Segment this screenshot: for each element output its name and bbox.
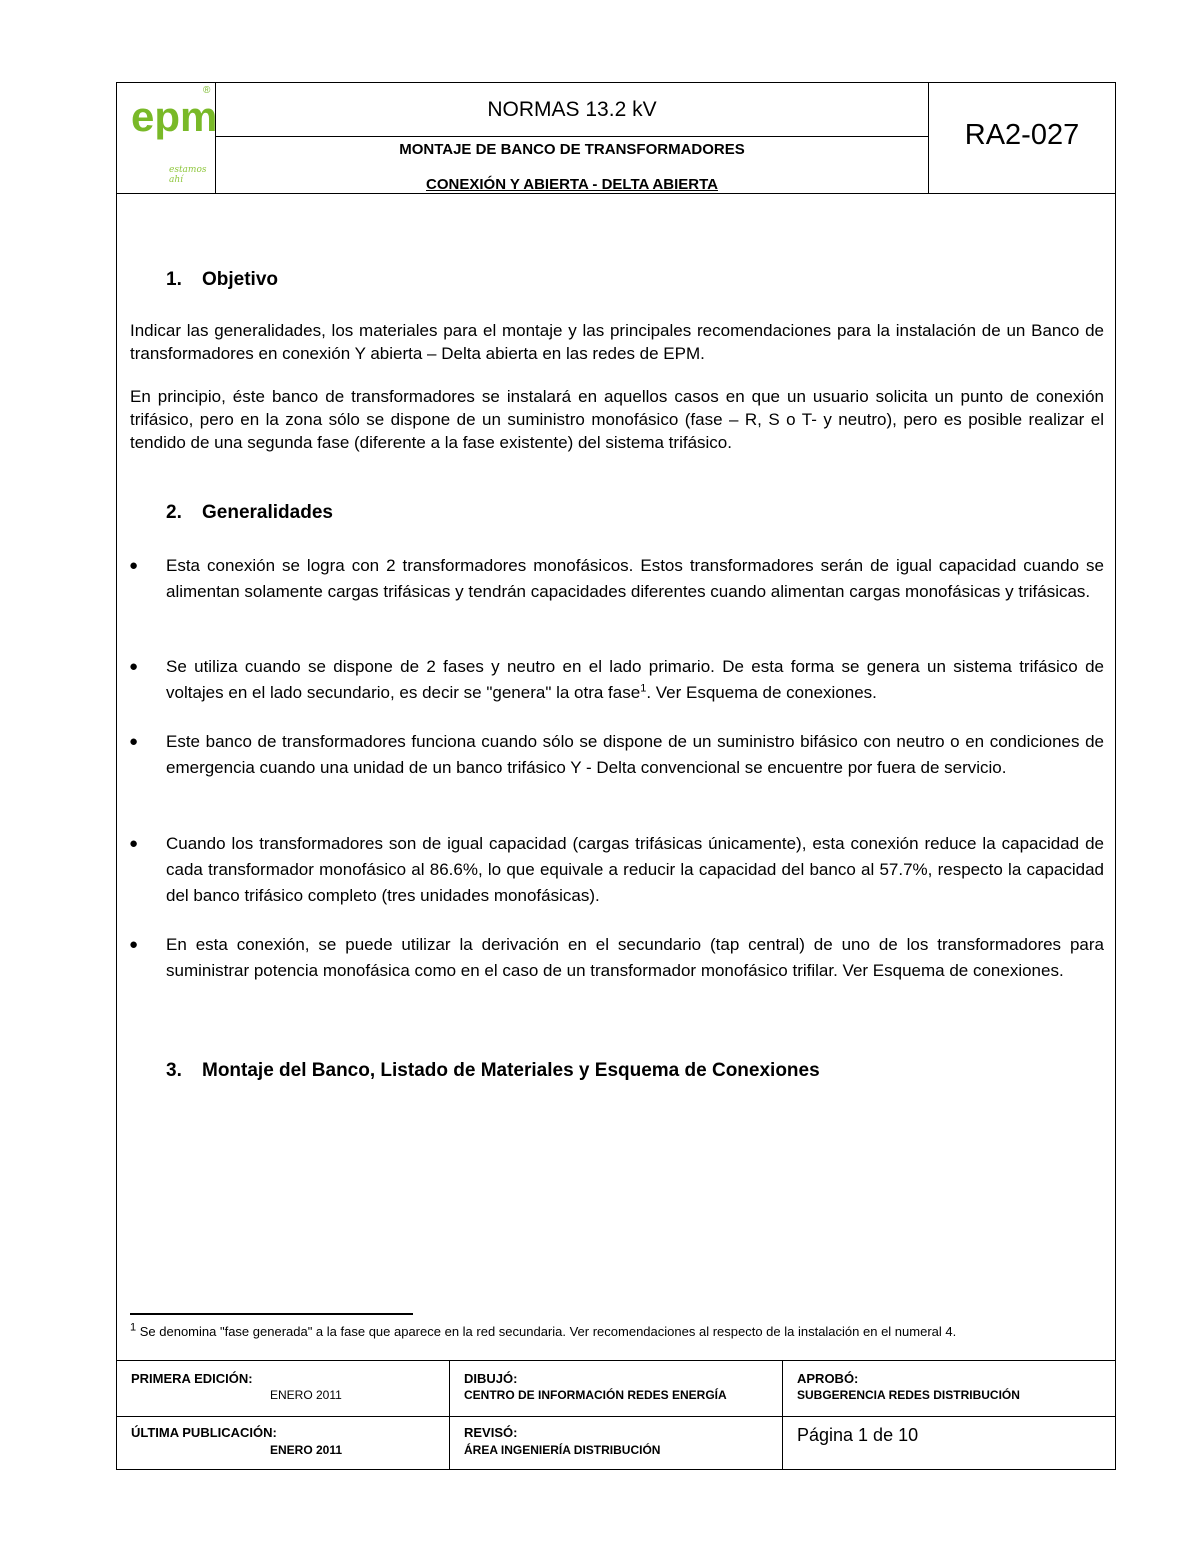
- list-item: [129, 932, 1104, 1010]
- footnote-mark: 1: [130, 1321, 137, 1334]
- footnote-separator: [130, 1313, 413, 1315]
- section-number: 3.: [166, 1060, 182, 1081]
- reviewed-by-cell: [450, 1417, 783, 1470]
- document-footer: [117, 1360, 1115, 1470]
- list-item-text: Cuando los transformadores son de igual capacidad (cargas trifásicas únicamente), esta conexión reduce la capacidad de cada transformador monofásico al 86.6%, lo que equivale a reducir la capacidad del banco al 57.7%, respecto la capacidad del banco trifásico completo (tres unidades monofásicas).: [166, 834, 1104, 905]
- footnote-reference[interactable]: 1: [640, 682, 647, 695]
- logo-cell: [117, 83, 216, 193]
- first-edition-label: PRIMERA EDICIÓN:: [131, 1371, 253, 1386]
- document-subtitle: MONTAJE DE BANCO DE TRANSFORMADORES: [399, 141, 745, 158]
- epm-logo-text: epm: [131, 93, 218, 140]
- objective-paragraph-1: Indicar las generalidades, los materiales para el montaje y las principales recomendaciones para la instalación de un Banco de transformadores en conexión Y abierta – Delta abierta en las redes de EPM.: [130, 321, 1104, 363]
- list-item-text: En esta conexión, se puede utilizar la derivación en el secundario (tap central) de uno de los transformadores para suministrar potencia monofásica como en el caso de un transformador monofásico trifilar. Ver Esquema de conexiones.: [166, 935, 1104, 980]
- section-2-heading: [166, 502, 333, 524]
- epm-logo: [131, 91, 218, 151]
- section-number: 1.: [166, 269, 182, 290]
- section-number: 2.: [166, 502, 182, 523]
- list-item: [129, 729, 1104, 807]
- list-item-text-part: . Ver Esquema de conexiones.: [646, 683, 877, 702]
- drawn-by-cell: [450, 1361, 783, 1417]
- last-publication-cell: [117, 1417, 450, 1470]
- section-title: Montaje del Banco, Listado de Materiales y Esquema de Conexiones: [202, 1060, 820, 1081]
- footnote: [130, 1322, 1090, 1341]
- first-edition-cell: [117, 1361, 450, 1417]
- document-code: RA2-027: [964, 119, 1080, 151]
- connection-type-subtitle: CONEXIÓN Y ABIERTA - DELTA ABIERTA: [426, 176, 718, 193]
- drawn-by-value: CENTRO DE INFORMACIÓN REDES ENERGÍA: [464, 1388, 727, 1402]
- approved-by-cell: [783, 1361, 1115, 1417]
- bullet-icon: ●: [129, 835, 139, 852]
- section-1-heading: [166, 269, 278, 291]
- list-item: [129, 654, 1104, 706]
- page-number-cell: [783, 1417, 1115, 1470]
- document-frame: [116, 82, 1116, 1470]
- bullet-icon: ●: [129, 557, 139, 574]
- document-header: [117, 83, 1115, 194]
- logo-tagline: estamos ahí: [169, 165, 207, 185]
- approved-by-label: APROBÓ:: [797, 1371, 859, 1386]
- first-edition-value: ENERO 2011: [270, 1388, 342, 1402]
- approved-by-value: SUBGERENCIA REDES DISTRIBUCIÓN: [797, 1388, 1020, 1402]
- title-cell: [216, 83, 929, 193]
- page-number: Página 1 de 10: [797, 1425, 919, 1445]
- registered-mark: ®: [203, 85, 211, 96]
- list-item-text: Esta conexión se logra con 2 transformadores monofásicos. Estos transformadores serán de igual capacidad cuando se alimentan solamente cargas trifásicas y tendrán capacidades diferentes cuando alimentan cargas monofásicas y trifásicas.: [166, 556, 1104, 601]
- section-3-heading: [166, 1060, 820, 1082]
- reviewed-by-label: REVISÓ:: [464, 1425, 518, 1440]
- objective-paragraph-2: En principio, éste banco de transformadores se instalará en aquellos casos en que un usuario solicita un punto de conexión trifásico, pero en la zona sólo se dispone de un suministro monofásico (fase – R, S o T- y neutro), pero es posible realizar el tendido de una segunda fase (diferente a la fase existente) del sistema trifásico.: [130, 387, 1104, 452]
- bullet-icon: ●: [129, 733, 139, 750]
- section-title: Generalidades: [202, 502, 333, 523]
- drawn-by-label: DIBUJÓ:: [464, 1371, 518, 1386]
- list-item-text-part: Se utiliza cuando se dispone de 2 fases y neutro en el lado primario. De esta forma se genera un sistema trifásico de voltajes en el lado secundario, es decir se "genera" la otra fase: [166, 657, 1104, 702]
- list-item-text: Este banco de transformadores funciona cuando sólo se dispone de un suministro bifásico con neutro o en condiciones de emergencia cuando una unidad de un banco trifásico Y - Delta convencional se encuentre por fuera de servicio.: [166, 732, 1104, 777]
- section-title: Objetivo: [202, 269, 279, 290]
- footnote-text: Se denomina "fase generada" a la fase que aparece en la red secundaria. Ver recomendaciones al respecto de la instalación en el numeral 4.: [139, 1324, 957, 1339]
- last-publication-value: ENERO 2011: [270, 1443, 343, 1457]
- norm-title: NORMAS 13.2 kV: [216, 83, 928, 137]
- list-item: [129, 831, 1104, 909]
- last-publication-label: ÚLTIMA PUBLICACIÓN:: [131, 1425, 277, 1440]
- bullet-icon: ●: [129, 936, 139, 953]
- list-item-text: [166, 654, 1104, 706]
- bullet-icon: ●: [129, 658, 139, 675]
- reviewed-by-value: ÁREA INGENIERÍA DISTRIBUCIÓN: [464, 1443, 661, 1457]
- list-item: [129, 553, 1104, 631]
